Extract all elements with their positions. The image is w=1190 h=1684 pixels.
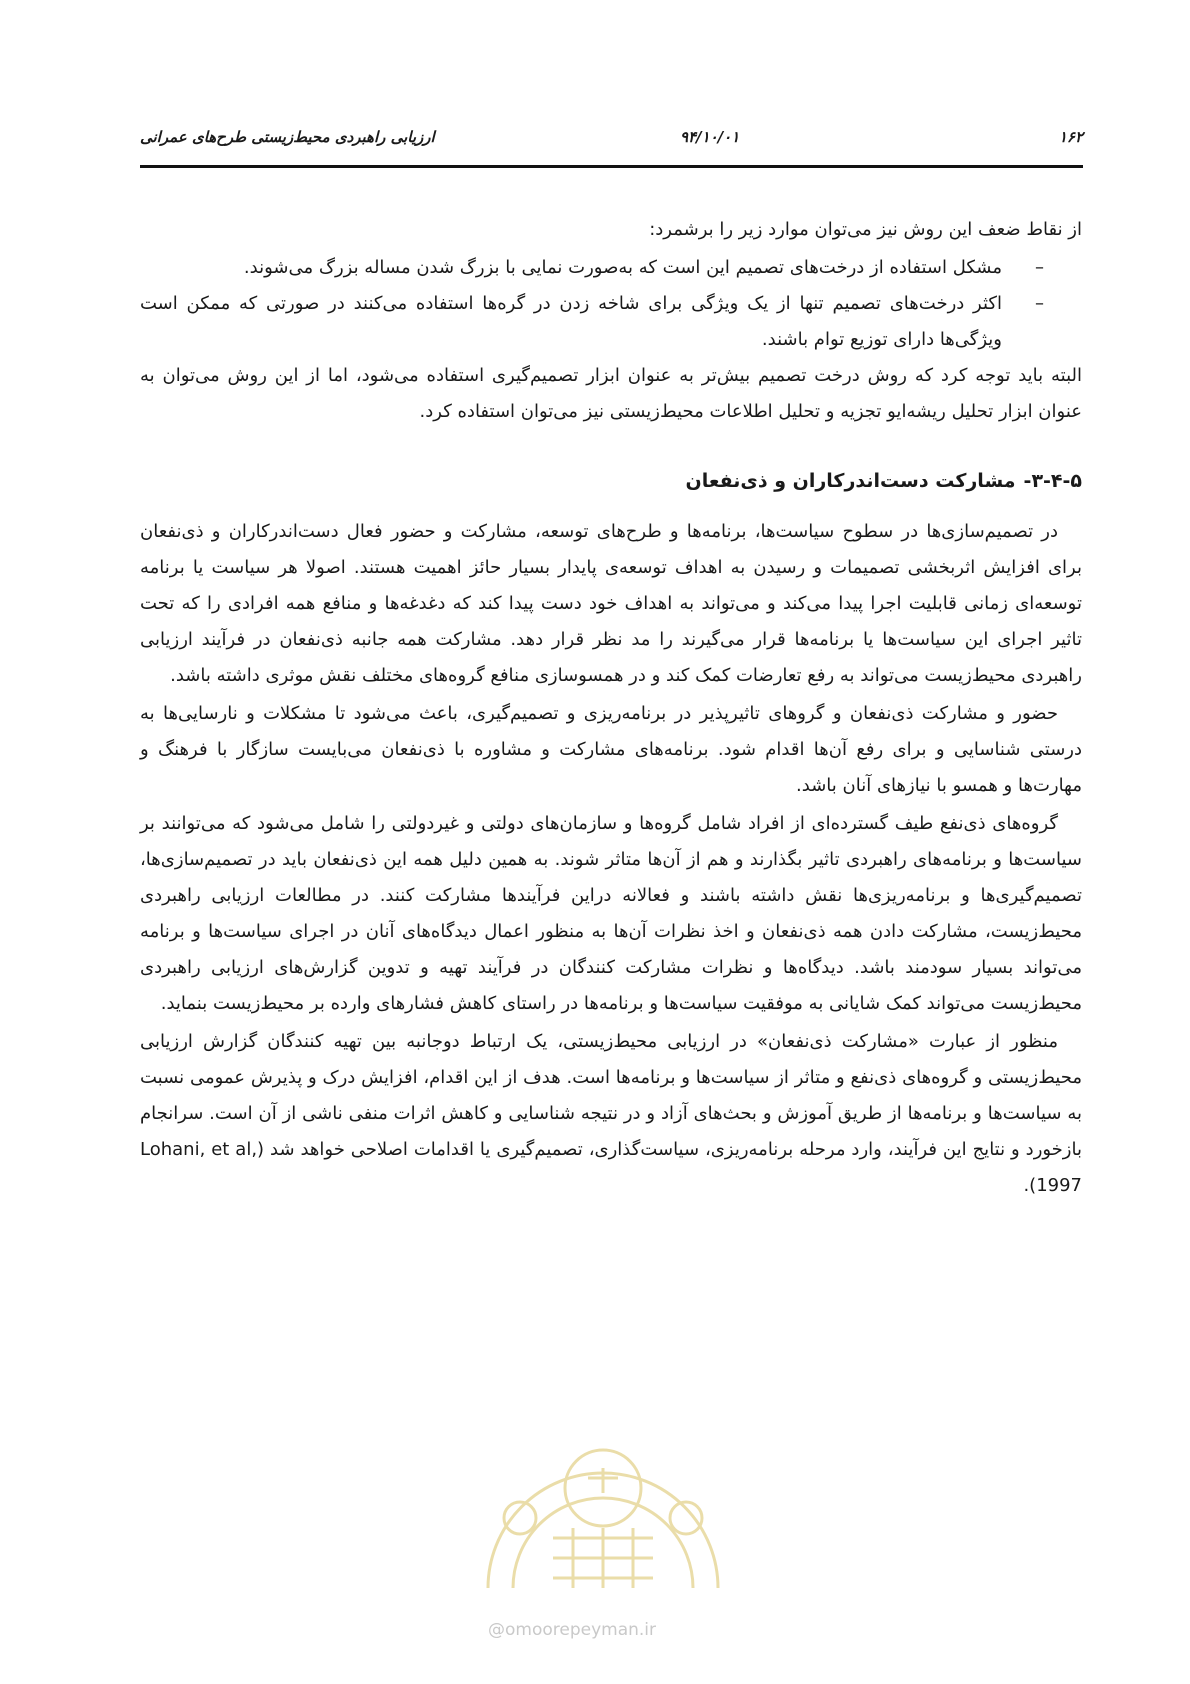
intro-lead: از نقاط ضعف این روش نیز می‌توان موارد زیر را برشمرد: [649, 219, 1082, 240]
body-paragraph: گروه‌های ذی‌نفع طیف گسترده‌ای از افراد شامل گروه‌ها و سازمان‌های دولتی و غیردولتی را شامل می‌شود که می‌توانند بر سیاست‌ها و برنامه‌های راهبردی تاثیر بگذارند و هم از آن‌ها متاثر شوند. به همین دلیل همه این ذی‌نفعان باید در تصمیم‌سازی‌ها، تصمیم‌گیری‌ها و برنامه‌ریزی‌ها نقش داشته باشند و فعالانه دراین فرآیندها مشارکت کنند. در مطالعات ارزیابی راهبردی محیط‌زیست، مشارکت دادن همه ذی‌نفعان و اخذ نظرات آن‌ها به منظور اعمال دیدگاه‌های آنان در اجرای سیاست‌ها و برنامه می‌تواند بسیار سودمند باشد. دیدگاه‌ها و نظرات مشارکت کنندگان در فرآیند تهیه و تدوین گزارش‌های ارزیابی راهبردی محیط‌زیست می‌تواند کمک شایانی به موفقیت سیاست‌ها و برنامه‌ها در راستای کاهش فشارهای وارده بر محیط‌زیست بنماید. [140, 813, 1082, 1014]
page-body [140, 212, 1082, 1206]
dash-bullet-icon: – [1035, 293, 1044, 314]
section-heading [140, 466, 1082, 496]
body-paragraph: حضور و مشارکت ذی‌نفعان و گروهای تاثیرپذیر در برنامه‌ریزی و تصمیم‌گیری، باعث می‌شود تا مشکلات و نارسایی‌ها به درستی شناسایی و برای رفع آن‌ها اقدام شود. برنامه‌های مشارکت و مشاوره با ذی‌نفعان می‌بایست سازگار با فرهنگ و مهارت‌ها و همسو با نیازهای آنان باشد. [140, 703, 1082, 796]
watermark-seal-icon [468, 1398, 738, 1593]
list-item [140, 286, 1082, 358]
page-number: ۱۶۲ [1058, 128, 1083, 146]
body-paragraph: در تصمیم‌سازی‌ها در سطوح سیاست‌ها، برنامه‌ها و طرح‌های توسعه، مشارکت و حضور فعال دست‌اندرکاران و ذی‌نفعان برای افزایش اثربخشی تصمیمات و رسیدن به اهداف توسعه‌ی پایدار بسیار حائز اهمیت هستند. اصولا هر سیاست یا برنامه توسعه‌ای زمانی قابلیت اجرا پیدا می‌کند و می‌تواند به اهداف خود دست پیدا کند که دغدغه‌ها و منافع همه افرادی را که تحت تاثیر اجرای این سیاست‌ها یا برنامه‌ها قرار می‌گیرند را مد نظر قرار دهد. مشارکت همه جانبه ذی‌نفعان در فرآیند ارزیابی راهبردی محیط‌زیست می‌تواند به رفع تعارضات کمک کند و در همسوسازی منافع گروه‌های مختلف نقش موثری داشته باشد. [140, 521, 1082, 686]
section-title: مشارکت دست‌اندرکاران و ذی‌نفعان [685, 470, 1016, 492]
list-item-text: اکثر درخت‌های تصمیم تنها از یک ویژگی برای شاخه زدن در گره‌ها استفاده می‌کنند در صورتی که ممکن است ویژگی‌ها دارای توزیع توام باشند. [140, 293, 1002, 350]
dash-bullet-icon: – [1035, 257, 1044, 278]
body-paragraph: منظور از عبارت «مشارکت ذی‌نفعان» در ارزیابی محیط‌زیستی، یک ارتباط دوجانبه بین تهیه کنندگان گزارش ارزیابی محیط‌زیستی و گروه‌های ذی‌نفع و متاثر از سیاست‌ها و برنامه‌ها است. هدف از این اقدام، افزایش درک و پذیرش عمومی نسبت به سیاست‌ها و برنامه‌ها از طریق آموزش و بحث‌های آزاد و در نتیجه شناسایی و کاهش اثرات منفی ناشی از آن است. سرانجام بازخورد و نتایج این فرآیند، وارد مرحله برنامه‌ریزی، سیاست‌گذاری، تصمیم‌گیری یا اقدامات اصلاحی خواهد شد (Lohani, et al, 1997). [140, 1031, 1082, 1196]
header-divider [140, 165, 1083, 168]
running-header [140, 128, 1083, 152]
watermark-url: @omoorepeyman.ir [488, 1620, 657, 1640]
list-item [140, 250, 1082, 286]
intro-closing: البته باید توجه کرد که روش درخت تصمیم بیش‌تر به عنوان ابزار تصمیم‌گیری استفاده می‌شود، اما از این روش می‌توان به عنوان ابزار تحلیل ریشه‌ایو تجزیه و تحلیل اطلاعات محیط‌زیستی نیز می‌توان استفاده کرد. [140, 365, 1082, 422]
section-number: ۳-۴-۵- [1023, 470, 1082, 492]
list-item-text: مشکل استفاده از درخت‌های تصمیم این است که به‌صورت نمایی با بزرگ شدن مساله بزرگ می‌شوند. [243, 257, 1002, 278]
book-title: ارزیابی راهبردی محیط‌زیستی طرح‌های عمرانی [140, 128, 435, 146]
header-date: ۹۴/۱۰/۰۱ [680, 128, 740, 146]
